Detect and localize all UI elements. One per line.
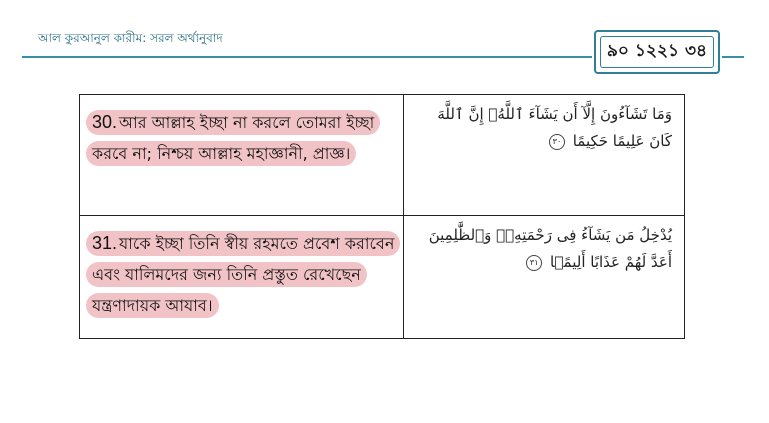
arabic-text-cell <box>403 216 684 339</box>
highlighted-translation <box>86 110 380 166</box>
header-rule-end <box>722 56 744 58</box>
verse-number: 31. <box>92 233 118 253</box>
arabic-verse: يُدْخِلُ مَن يَشَآءُ فِى رَحْمَتِهِۦۚ وَٱلظَّٰلِمِينَ أَعَدَّ لَهُمْ عَذَابًا أَلِيمًۢا <box>428 226 672 271</box>
bengali-translation-cell <box>80 216 404 339</box>
verse-table <box>79 94 685 339</box>
ayah-end-mark: ٣٠ <box>549 134 565 150</box>
ayah-end-mark: ٣١ <box>526 255 542 271</box>
bengali-translation: যাকে ইচ্ছা তিনি স্বীয় রহমতে প্রবেশ করাবেন এবং যালিমদের জন্য তিনি প্রস্তুত রেখেছেন যন্ত্রণাদায়ক আযাব। <box>92 234 395 315</box>
verse-row <box>80 95 685 216</box>
running-header-title: আল কুরআনুল কারীম: সরল অর্থানুবাদ <box>38 31 223 45</box>
arabic-text-cell <box>403 95 684 216</box>
verse-row <box>80 216 685 339</box>
bengali-translation: আর আল্লাহ ইচ্ছা না করলে তোমরা ইচ্ছা করবে না; নিশ্চয় আল্লাহ মহাজ্ঞানী, প্রাজ্ঞ। <box>92 113 375 163</box>
bengali-translation-cell <box>80 95 404 216</box>
page-number-badge <box>594 30 720 74</box>
verse-number: 30. <box>92 112 118 132</box>
arabic-verse: وَمَا تَشَآءُونَ إِلَّآ أَن يَشَآءَ ٱللَّهُۚ إِنَّ ٱللَّهَ كَانَ عَلِيمًا حَكِيمًا <box>437 105 672 150</box>
header-rule <box>22 56 592 58</box>
page-number: ৯০ ১২২১ ৩৪ <box>606 41 708 61</box>
highlighted-translation <box>86 231 400 318</box>
